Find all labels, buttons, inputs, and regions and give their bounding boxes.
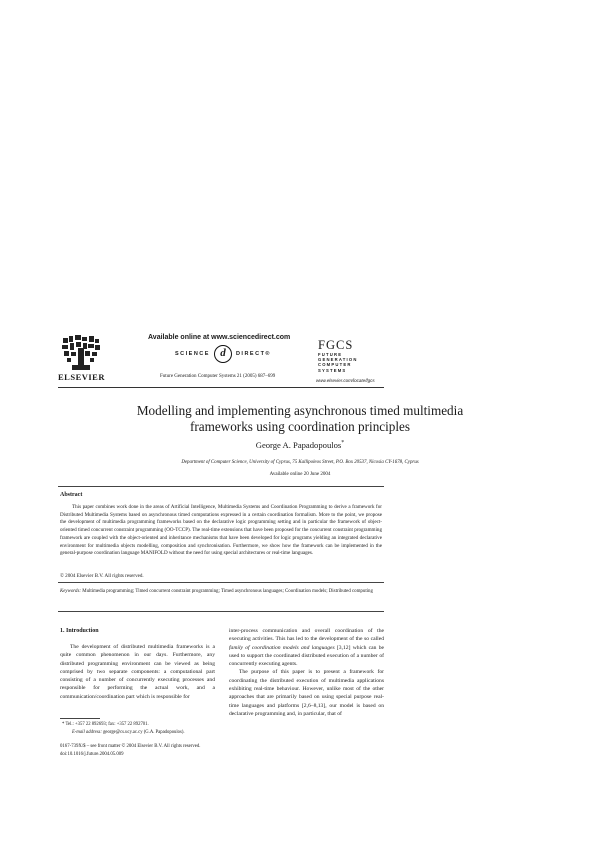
sd-left-word: SCIENCE bbox=[175, 351, 210, 357]
sciencedirect-logo bbox=[175, 345, 271, 363]
copyright: © 2004 Elsevier B.V. All rights reserved. bbox=[60, 573, 144, 579]
available-online-banner: Available online at www.sciencedirect.com bbox=[148, 334, 291, 341]
elsevier-wordmark: ELSEVIER bbox=[58, 372, 105, 382]
paper-title-line: frameworks using coordination principles bbox=[189, 419, 411, 434]
fgcs-logo-words bbox=[318, 352, 374, 373]
keywords bbox=[60, 588, 382, 595]
fgcs-word: SYSTEMS bbox=[318, 367, 347, 373]
email-value: george@cs.ucy.ac.cy (G.A. Papadopoulos). bbox=[101, 730, 185, 735]
author-name: George A. Papadopoulos bbox=[255, 440, 342, 450]
footnote-email bbox=[72, 730, 185, 735]
issn-line: 0167-739X/$ – see front matter © 2004 Elsevier B.V. All rights reserved. bbox=[60, 744, 201, 749]
paper-title bbox=[60, 403, 540, 435]
intro-right-column bbox=[229, 627, 384, 718]
footnote-mark: * bbox=[62, 722, 65, 727]
keywords-text: Multimedia programming; Timed concurrent constraint programming; Timed asynchronous languages; Coordination models; Distributed computing bbox=[81, 589, 373, 594]
footnote-rule bbox=[60, 718, 100, 719]
header-divider bbox=[58, 387, 384, 388]
fgcs-logo-title: FGCS bbox=[318, 338, 354, 352]
text-run: inter-process communication and overall coordination of the executing activities. This has led to the development of the so called bbox=[229, 628, 384, 643]
author bbox=[0, 440, 600, 450]
email-label: E-mail address: bbox=[72, 730, 102, 735]
keywords-top-rule bbox=[58, 582, 384, 583]
abstract-heading: Abstract bbox=[60, 492, 83, 498]
author-footnote-mark: * bbox=[341, 440, 345, 447]
abstract-top-rule bbox=[58, 486, 384, 487]
journal-reference: Future Generation Computer Systems 21 (2005) 687–699 bbox=[160, 374, 276, 379]
keywords-label: Keywords: bbox=[60, 589, 82, 594]
footnote-tel-text: Tel.: +357 22 892693; fax: +357 22 892701. bbox=[65, 722, 149, 727]
intro-paragraph: The purpose of this paper is to present a framework for coordinating the distributed execution of multimedia applications exhibiting real-time behaviour. However, unlike most of the other approaches that are primarily based on using special purpose real-time languages and platforms [2,6–8,13], our model is based on declarative programming and, in particular, that of bbox=[229, 669, 384, 717]
intro-left-column: The development of distributed multimedia frameworks is a quite common phenomenon in our days. Furthermore, any distributed programming environment can be viewed as being comprised by two separate components: a computational part consisting of a number of concurrently executing processes and responsible for performing the actual work, and a communication/coordination part which is responsible for bbox=[60, 644, 215, 700]
section-heading: 1. Introduction bbox=[60, 628, 99, 634]
text-run: [3,12] which can be used to support the coordinated distributed execution of a number of concurrently executing agents. bbox=[229, 644, 384, 668]
fgcs-word: GENERATION bbox=[318, 357, 358, 363]
abstract-text: This paper combines work done in the areas of Artificial Intelligence, Multimedia Systems and Coordination Programming to derive a framework for Distributed Multimedia Systems based on asynchronous timed computations expressed in a certain coordination formalism. More to the point, we propose the development of multimedia programming frameworks based on the declarative logic programming setting and in particular the framework of object-oriented timed concurrent constraint programming (OO-TCCP). The real-time extensions that have been proposed for the concurrent constraint programming framework are coupled with the object-oriented and inheritance mechanisms that have been developed for logic programs yielding an integrated declarative environment for multimedia objects modelling, composition and synchronisation. Furthermore, we show how the framework can be implemented in the general-purpose coordination language MANIFOLD without the need for using special architectures or real-time languages. bbox=[60, 504, 382, 557]
fgcs-word: COMPUTER bbox=[318, 362, 352, 368]
doi-line: doi:10.1016/j.future.2004.05.009 bbox=[60, 752, 124, 757]
sd-right-word: DIRECT® bbox=[235, 351, 271, 357]
paper-title-line: Modelling and implementing asynchronous timed multimedia bbox=[136, 403, 464, 418]
footnote-tel bbox=[62, 722, 149, 727]
fgcs-url: www.elsevier.com/locate/fgcs bbox=[316, 378, 375, 383]
elsevier-tree-logo-icon bbox=[60, 334, 102, 370]
keywords-bottom-rule bbox=[58, 611, 384, 612]
intro-paragraph bbox=[229, 627, 384, 668]
emphasis-run: family of coordination models and languages bbox=[229, 644, 335, 651]
fgcs-word: FUTURE bbox=[318, 352, 343, 357]
sd-at-icon: d bbox=[214, 345, 232, 363]
available-date: Available online 20 June 2004 bbox=[269, 472, 331, 477]
affiliation: Department of Computer Science, University of Cyprus, 75 Kallipoleos Street, P.O. Box 20537, Nicosia CY-1678, Cyprus bbox=[181, 460, 419, 465]
